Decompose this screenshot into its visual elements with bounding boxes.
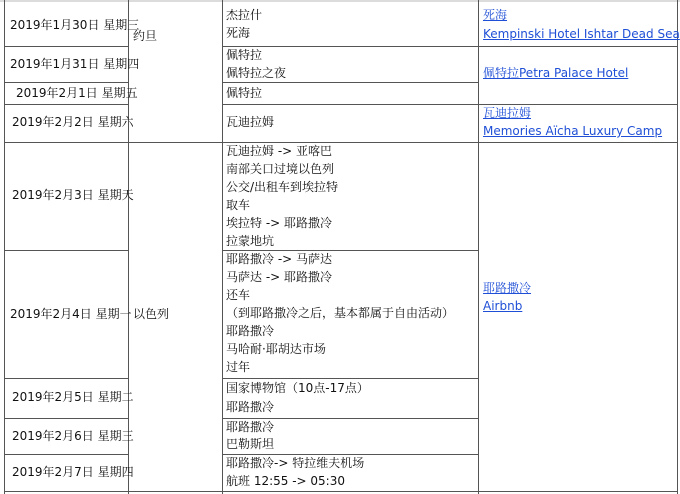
date-cell: 2019年2月1日 星期五 [16,86,138,100]
date-cell: 2019年1月31日 星期四 [10,57,140,71]
grid-line [128,491,222,492]
grid-line [222,104,478,105]
country-cell: 以色列 [133,307,170,321]
plan-item: 瓦迪拉姆 -> 亚喀巴 [226,144,333,158]
hotel-link-airbnb[interactable]: Airbnb [483,299,523,313]
date-cell: 2019年2月6日 星期三 [12,429,134,443]
date-cell: 2019年1月30日 星期三 [10,18,140,32]
grid-line [478,491,677,492]
plan-item: 过年 [226,360,251,374]
grid-line [478,142,677,143]
grid-line [4,378,128,379]
top-edge [0,0,680,2]
plan-item: 国家博物馆（10点-17点） [226,381,369,395]
grid-line [4,418,128,419]
grid-line [478,46,677,47]
plan-item: 佩特拉之夜 [226,66,287,80]
hotel-link-dead-sea[interactable]: 死海 [483,8,508,22]
hotel-link-jerusalem[interactable]: 耶路撒冷 [483,281,532,295]
date-cell: 2019年2月4日 星期一 [10,307,132,321]
plan-item: 佩特拉 [226,48,263,62]
plan-item: 耶路撒冷 [226,400,275,414]
grid-line [4,104,128,105]
grid-line [677,0,678,494]
date-cell: 2019年2月7日 星期四 [12,465,134,479]
date-cell: 2019年2月3日 星期天 [12,188,134,202]
plan-item: 佩特拉 [226,86,263,100]
hotel-link-wadi-rum[interactable]: 瓦迪拉姆 [483,106,532,120]
plan-item: 马哈耐·耶胡达市场 [226,342,326,356]
grid-line [478,0,479,494]
plan-item: 耶路撒冷 [226,420,275,434]
plan-item: 耶路撒冷 -> 马萨达 [226,252,333,266]
plan-item: 还车 [226,288,251,302]
grid-line [4,454,128,455]
country-cell: 约旦 [133,29,158,43]
grid-line [4,46,128,47]
grid-line [4,82,128,83]
grid-line [128,142,222,143]
grid-line [222,82,478,83]
plan-item: 马萨达 -> 耶路撒冷 [226,270,333,284]
plan-item: 航班 12:55 -> 05:30 [226,474,345,488]
plan-item: 耶路撒冷 [226,324,275,338]
hotel-link-petra[interactable]: 佩特拉Petra Palace Hotel [483,66,629,80]
grid-line [222,491,478,492]
plan-item: 死海 [226,26,251,40]
grid-line [222,0,223,494]
plan-item: 杰拉什 [226,8,263,22]
plan-item: 南部关口过境以色列 [226,162,335,176]
plan-item: （到耶路撒冷之后，基本都属于自由活动） [226,306,455,320]
grid-line [4,491,128,492]
grid-line [4,142,128,143]
hotel-link-kempinski[interactable]: Kempinski Hotel Ishtar Dead Sea [483,27,680,41]
hotel-link-camp[interactable]: Memories Aïcha Luxury Camp [483,124,663,138]
plan-item: 公交/出租车到埃拉特 [226,180,339,194]
plan-item: 取车 [226,198,251,212]
plan-item: 埃拉特 -> 耶路撒冷 [226,216,333,230]
date-cell: 2019年2月2日 星期六 [12,115,134,129]
grid-line [4,250,128,251]
grid-line [4,0,5,494]
plan-item: 瓦迪拉姆 [226,115,275,129]
plan-item: 耶路撒冷-> 特拉维夫机场 [226,456,365,470]
date-cell: 2019年2月5日 星期二 [12,390,134,404]
plan-item: 巴勒斯坦 [226,437,275,451]
grid-line [128,0,129,494]
plan-item: 拉蒙地坑 [226,234,275,248]
